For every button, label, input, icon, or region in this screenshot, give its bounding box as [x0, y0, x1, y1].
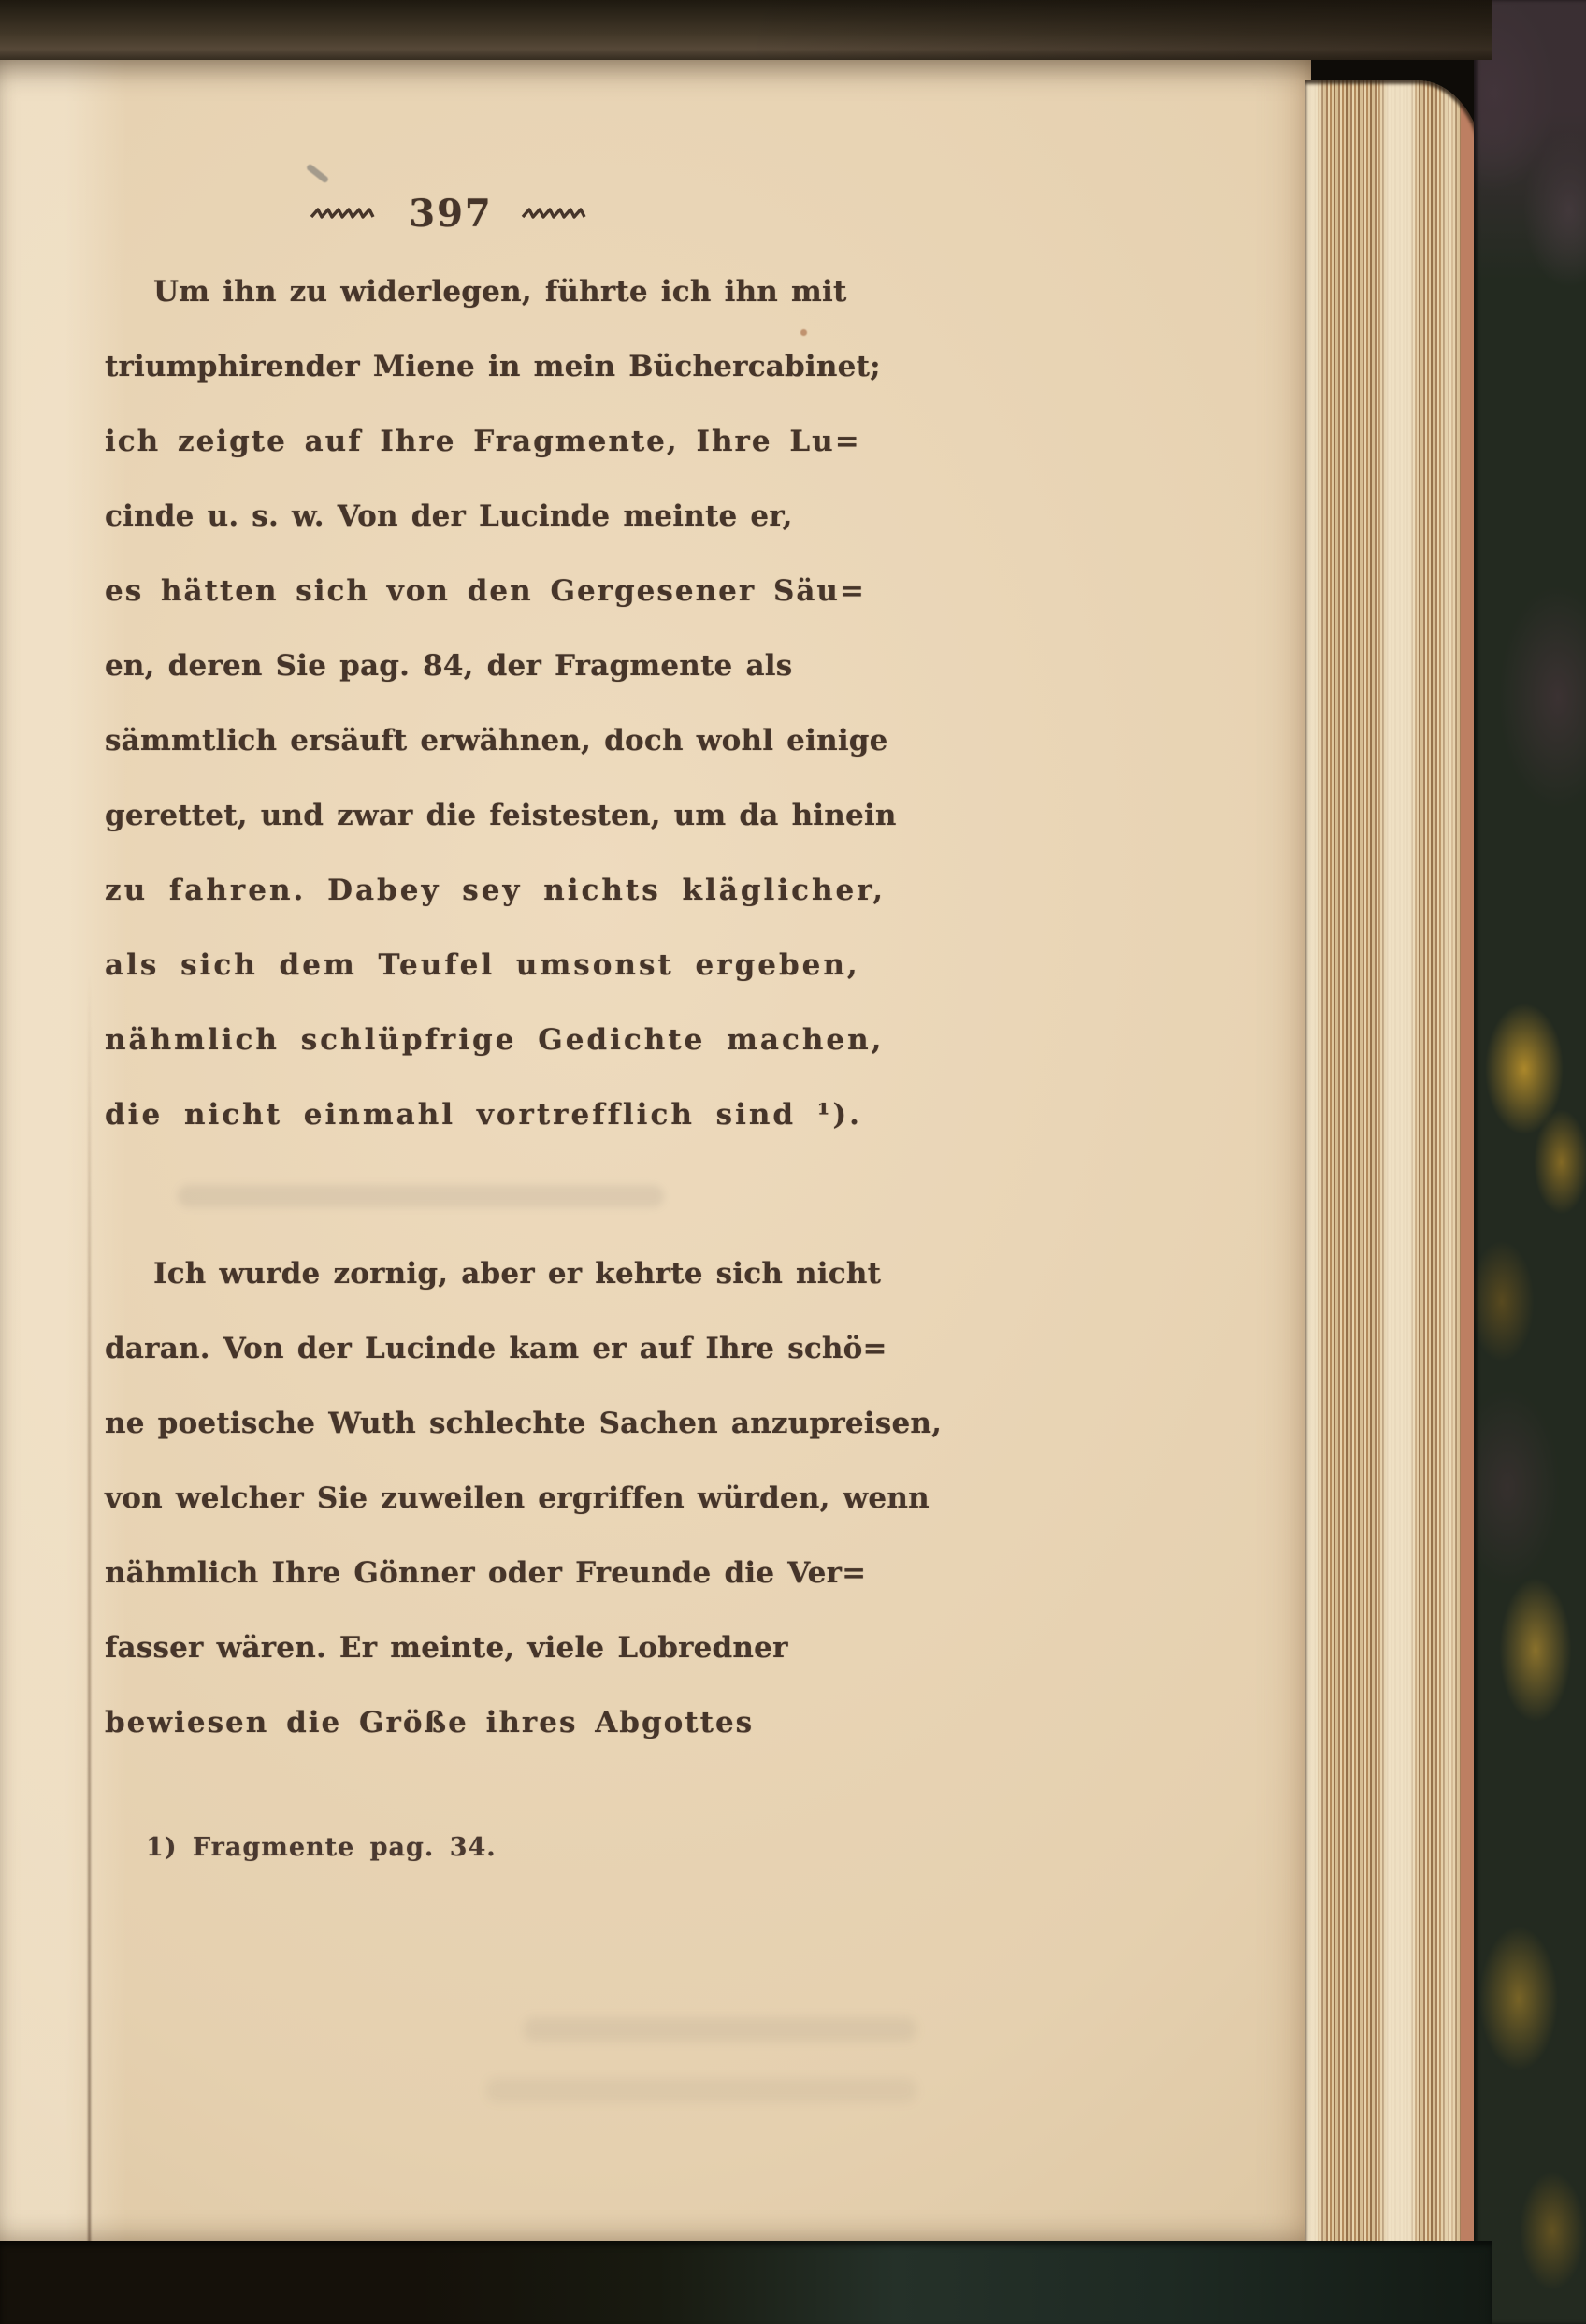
- ink-showthrough: [524, 2017, 916, 2042]
- text-line: ich zeigte auf Ihre Fragmente, Ihre Lu=: [105, 425, 861, 458]
- text-line: nähmlich Ihre Gönner oder Freunde die Ver=: [105, 1556, 867, 1590]
- page-fore-edges: [1305, 80, 1485, 2299]
- text-line: zu fahren. Dabey sey nichts kläglicher,: [105, 873, 887, 907]
- paragraph: [105, 1236, 943, 1760]
- text-line: sämmtlich ersäuft erwähnen, doch wohl einige: [105, 724, 888, 758]
- book-cover-marbled: [1474, 0, 1586, 2324]
- text-line: cinde u. s. w. Von der Lucinde meinte er,: [105, 499, 793, 533]
- zigzag-ornament-icon: [521, 206, 592, 221]
- paragraph: [105, 254, 897, 1152]
- text-line: nähmlich schlüpfrige Gedichte machen,: [105, 1023, 885, 1057]
- book-top-edge: [0, 0, 1492, 60]
- book-page: [0, 58, 1311, 2245]
- zigzag-ornament-icon: [310, 206, 381, 221]
- text-line: von welcher Sie zuweilen ergriffen würden, wenn: [105, 1481, 930, 1515]
- book-bottom-edge: [0, 2241, 1492, 2324]
- text-line: gerettet, und zwar die feistesten, um da hinein: [105, 799, 897, 832]
- text-line: ne poetische Wuth schlechte Sachen anzupreisen,: [105, 1407, 943, 1440]
- text-line: es hätten sich von den Gergesener Säu=: [105, 574, 866, 608]
- text-line: bewiesen die Größe ihres Abgottes: [105, 1706, 755, 1739]
- page-header: [105, 183, 797, 243]
- text-line: Ich wurde zornig, aber er kehrte sich nicht: [153, 1257, 882, 1291]
- text-line: die nicht einmahl vortrefflich sind ¹).: [105, 1098, 862, 1132]
- gutter-crease: [88, 974, 91, 2245]
- text-line: als sich dem Teufel umsonst ergeben,: [105, 948, 860, 982]
- text-line: en, deren Sie pag. 84, der Fragmente als: [105, 649, 793, 683]
- paper-speck: [306, 163, 330, 183]
- ink-showthrough: [178, 1185, 664, 1207]
- ink-showthrough: [486, 2078, 916, 2102]
- text-line: daran. Von der Lucinde kam er auf Ihre schö=: [105, 1332, 887, 1365]
- text-line: triumphirender Miene in mein Büchercabinet;: [105, 350, 881, 383]
- text-line: fasser wären. Er meinte, viele Lobredner: [105, 1631, 788, 1665]
- page-number: 397: [409, 191, 493, 236]
- text-line: Um ihn zu widerlegen, führte ich ihn mit: [153, 275, 847, 309]
- footnote: 1) Fragmente pag. 34.: [146, 1833, 497, 1862]
